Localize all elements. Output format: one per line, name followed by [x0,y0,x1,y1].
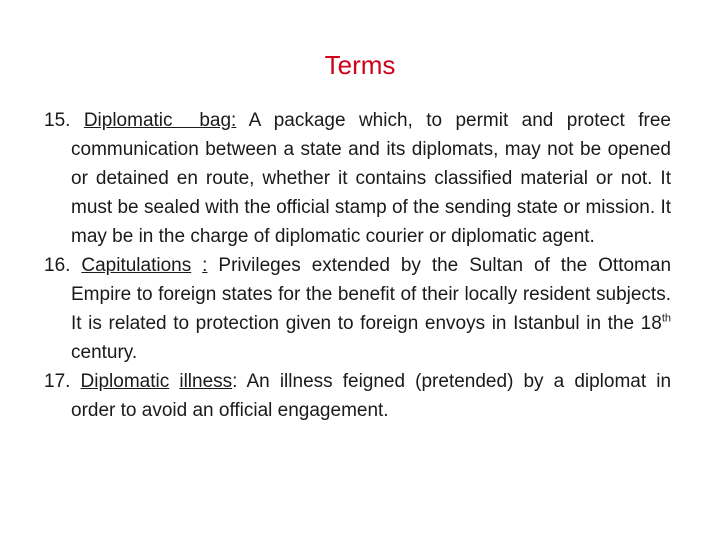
terms-list [44,106,671,425]
term-heading: Diplomatic bag: [83,110,237,131]
term-definition: Privileges extended by the Sultan of the Ottoman Empire to foreign states for the benefit of their locally resident subjects. It is related to protection given to foreign envoys in Istanbul in the 18 [71,255,672,334]
term-number: 15. [44,110,71,131]
term-definition: An illness feigned (pretended) by a diplomat in order to avoid an official engagement. [71,371,672,421]
ordinal-suffix: th [661,312,671,325]
term-number: 16. [44,255,71,276]
term-diplomatic-bag [44,106,671,251]
term-heading-part1: Diplomatic [80,371,170,392]
term-heading-part2: illness [179,371,233,392]
term-colon: : [202,255,208,276]
term-diplomatic-illness [44,367,671,425]
term-number: 17. [44,371,71,392]
slide-title: Terms [324,50,396,80]
term-heading: Capitulations [81,255,192,276]
term-definition: A package which, to permit and protect free communication between a state and its diplomats, may not be opened or detained en route, whether it contains classified material or not. It must be sealed with the official stamp of the sending state or mission. It may be in the charge of diplomatic courier or diplomatic agent. [71,110,671,247]
term-colon: : [232,371,238,392]
term-definition-end: century. [71,342,138,363]
term-capitulations [44,251,671,367]
